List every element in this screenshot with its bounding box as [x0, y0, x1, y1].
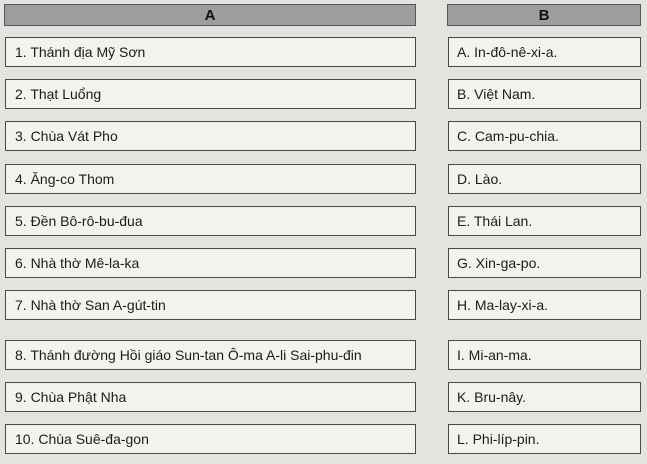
- column-a-header: A: [4, 4, 416, 26]
- column-a-item: 3. Chùa Vát Pho: [5, 121, 416, 151]
- column-a-item: 7. Nhà thờ San A-gút-tin: [5, 290, 416, 320]
- column-b-item: K. Bru-nây.: [448, 382, 641, 412]
- column-b-item: I. Mi-an-ma.: [448, 340, 641, 370]
- column-a-item: 5. Đền Bô-rô-bu-đua: [5, 206, 416, 236]
- column-b-item: L. Phi-líp-pin.: [448, 424, 641, 454]
- column-a-item: 10. Chùa Suê-đa-gon: [5, 424, 416, 454]
- column-b-item: E. Thái Lan.: [448, 206, 641, 236]
- column-a-item: 1. Thánh địa Mỹ Sơn: [5, 37, 416, 67]
- column-a-item: 4. Ăng-co Thom: [5, 164, 416, 194]
- column-a-item: 2. Thạt Luổng: [5, 79, 416, 109]
- column-b-item: A. In-đô-nê-xi-a.: [448, 37, 641, 67]
- column-a-item: 9. Chùa Phật Nha: [5, 382, 416, 412]
- column-a-item: 8. Thánh đường Hồi giáo Sun-tan Ô-ma A-li Sai-phu-đin: [5, 340, 416, 370]
- column-b-item: H. Ma-lay-xi-a.: [448, 290, 641, 320]
- column-b-header: B: [447, 4, 641, 26]
- column-b-item: D. Lào.: [448, 164, 641, 194]
- column-b-item: G. Xin-ga-po.: [448, 248, 641, 278]
- column-b-item: B. Việt Nam.: [448, 79, 641, 109]
- column-b-item: C. Cam-pu-chia.: [448, 121, 641, 151]
- column-a-item: 6. Nhà thờ Mê-la-ka: [5, 248, 416, 278]
